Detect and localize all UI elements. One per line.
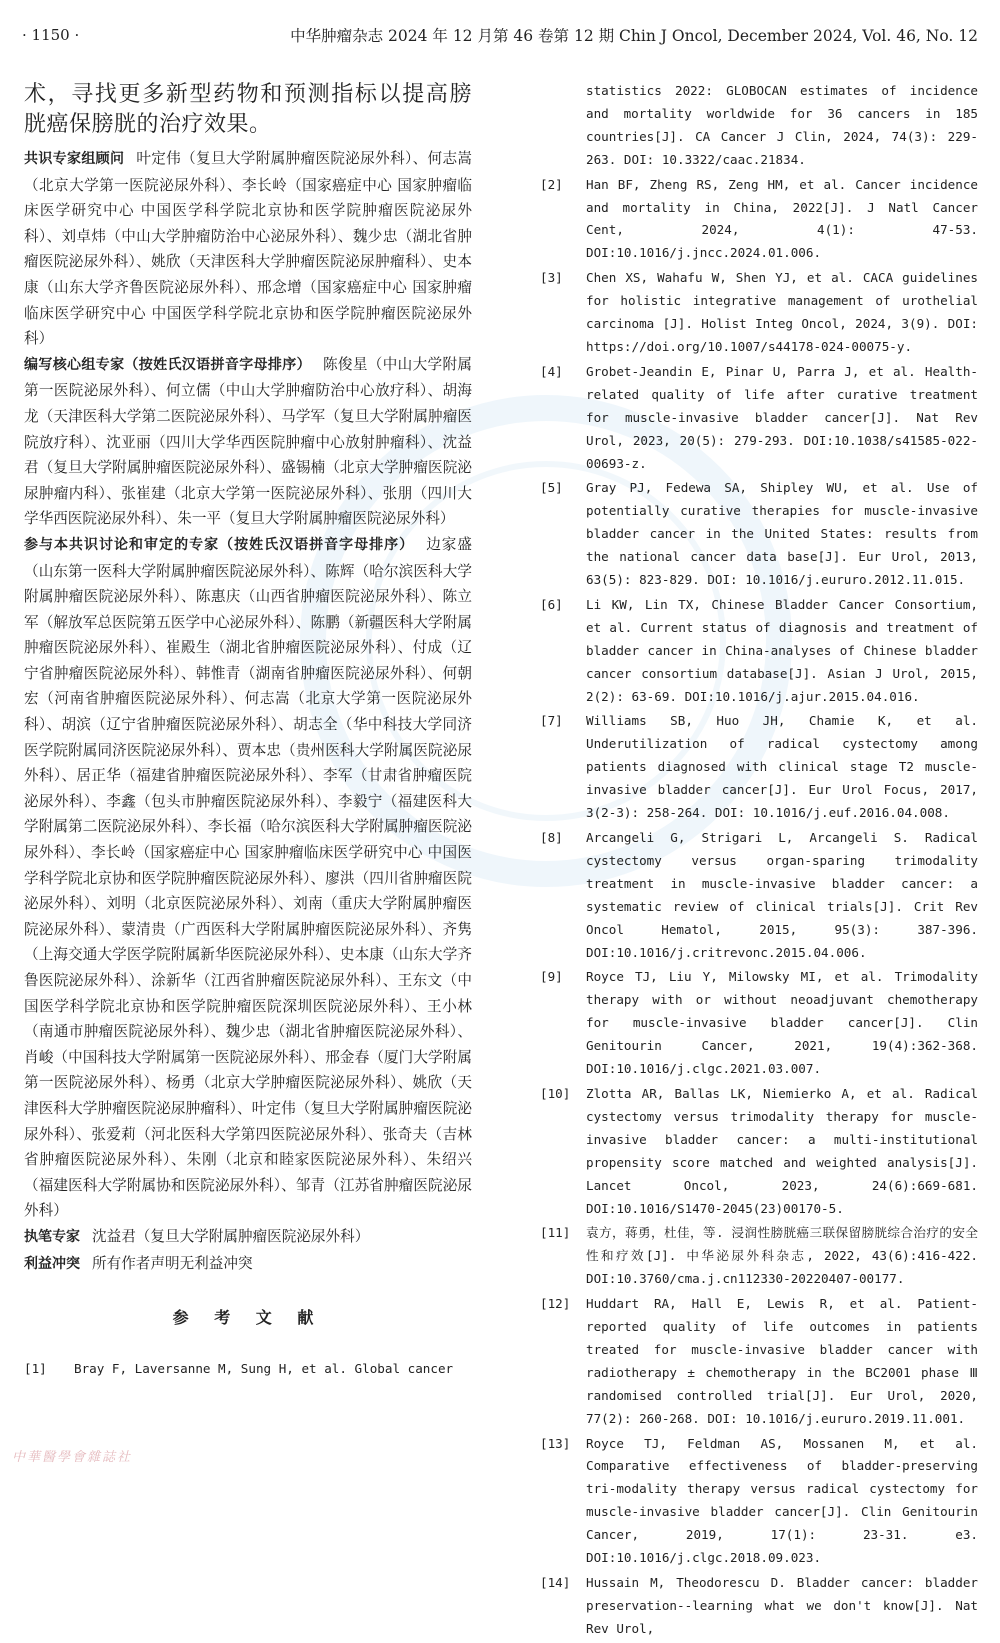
references-heading: 参 考 文 献: [172, 1308, 324, 1328]
reference-number: [10]: [540, 1085, 571, 1101]
reference-item: [540, 966, 978, 1081]
reference-text: Han BF, Zheng RS, Zeng HM, et al. Cancer incidence and mortality in China, 2022[J]. J Natl Cancer Cent, 2024, 4(1): 47-53. DOI:10.1016/j.jncc.2024.01.006.: [586, 176, 978, 261]
reference-text: Li KW, Lin TX, Chinese Bladder Cancer Consortium, et al. Current status of diagnosis and treatment of bladder cancer in China-analyses of Chinese bladder cancer consortium database[J]. Asian J Urol, 2015, 2(2): 63-69. DOI:10.1016/j.ajur.2015.04.016.: [586, 596, 978, 704]
reference-number: [14]: [540, 1575, 571, 1590]
publisher-footer: 中華醫學會雜誌社: [12, 1450, 133, 1465]
reference-continuation: statistics 2022: GLOBOCAN estimates of incidence and mortality worldwide for 36 cancers in 185 countries[J]. CA Cancer J Clin, 2024, 74(3): 229-263. DOI: 10.3322/caac.21834.: [586, 83, 978, 167]
reference-item: [540, 477, 978, 592]
section-text: 沈益君（复旦大学附属肿瘤医院泌尿外科）: [92, 1227, 370, 1245]
right-column: [540, 80, 978, 1643]
reference-item: [540, 827, 978, 964]
section-text: 所有作者声明无利益冲突: [92, 1254, 253, 1272]
reference-number: [6]: [540, 596, 563, 612]
reference-number: [13]: [540, 1435, 571, 1451]
page-number: · 1150 ·: [22, 26, 80, 44]
reference-text: Grobet-Jeandin E, Pinar U, Parra J, et al. Health-related quality of life after curative treatment for muscle-invasive bladder cancer[J]. Nat Rev Urol, 2023, 20(5): 279-293. DOI:10.1038/s41585-022-00693-z.: [586, 363, 978, 471]
reference-text: Williams SB, Huo JH, Chamie K, et al. Underutilization of radical cystectomy among patients diagnosed with clinical stage T2 muscle-invasive bladder cancer[J]. Eur Urol Focus, 2017, 3(2-3): 258-264. DOI: 10.1016/j.euf.2016.04.008.: [586, 713, 978, 821]
section-label: 共识专家组顾问: [24, 151, 125, 167]
reference-item: [540, 361, 978, 476]
section-label: 编写核心组专家（按姓氏汉语拼音字母排序）: [24, 356, 311, 373]
lead-paragraph: 术，寻找更多新型药物和预测指标以提高膀胱癌保膀胱的治疗效果。: [24, 82, 472, 137]
reference-item: [540, 1222, 978, 1291]
writer-section: [24, 1224, 472, 1251]
reference-number: [12]: [540, 1296, 571, 1312]
reference-item: [24, 1358, 472, 1381]
journal-title: 中华肿瘤杂志 2024 年 12 月第 46 卷第 12 期 Chin J Oncol, December 2024, Vol. 46, No. 12: [290, 27, 978, 45]
reference-text: Chen XS, Wahafu W, Shen YJ, et al. CACA guidelines for holistic integrative management of urothelial carcinoma [J]. Holist Integ Oncol, 2024, 3(9). DOI: https://doi.org/10.1007/s44178-024-00075-y.: [586, 270, 978, 354]
section-text: 叶定伟（复旦大学附属肿瘤医院泌尿外科）、何志嵩（北京大学第一医院泌尿外科）、李长岭（国家癌症中心 国家肿瘤临床医学研究中心 中国医学科学院北京协和医学院肿瘤医院泌尿外科）、刘卓炜（中山大学肿瘤防治中心泌尿外科）、魏少忠（湖北省肿瘤医院泌尿外科）、姚欣（天津医科大学肿瘤医院泌尿肿瘤科）、史本康（山东大学齐鲁医院泌尿外科）、邢念增（国家癌症中心 国家肿瘤临床医学研究中心 中国医学科学院北京协和医学院肿瘤医院泌尿外科）: [24, 150, 473, 348]
reference-item: [540, 1293, 978, 1430]
reference-number: [7]: [540, 713, 563, 729]
left-column: [24, 80, 472, 1381]
section-label: 执笔专家: [24, 1228, 80, 1245]
reference-text: Arcangeli G, Strigari L, Arcangeli S. Radical cystectomy versus organ-sparing trimodality treatment in muscle-invasive bladder cancer: a systematic review of clinical trials[J]. Crit Rev Oncol Hematol, 2015, 95(3): 387-396. DOI:10.1016/j.critrevonc.2015.04.006.: [586, 830, 978, 960]
section-text: 边家盛（山东第一医科大学附属肿瘤医院泌尿外科）、陈辉（哈尔滨医科大学附属肿瘤医院泌尿外科）、陈惠庆（山西省肿瘤医院泌尿外科）、陈立军（解放军总医院第五医学中心泌尿外科）、陈鹏（新疆医科大学附属肿瘤医院泌尿外科）、崔殿生（湖北省肿瘤医院泌尿外科）、付成（辽宁省肿瘤医院泌尿外科）、韩惟青（湖南省肿瘤医院泌尿外科）、何朝宏（河南省肿瘤医院泌尿外科）、何志嵩（北京大学第一医院泌尿外科）、胡滨（辽宁省肿瘤医院泌尿外科）、胡志全（华中科技大学同济医学院附属同济医院泌尿外科）、贾本忠（贵州医科大学附属医院泌尿外科）、居正华（福建省肿瘤医院泌尿外科）、李军（甘肃省肿瘤医院泌尿外科）、李鑫（包头市肿瘤医院泌尿外科）、李毅宁（福建医科大学附属第二医院泌尿外科）、李长福（哈尔滨医科大学附属肿瘤医院泌尿外科）、李长岭（国家癌症中心 国家肿瘤临床医学研究中心 中国医学科学院北京协和医学院肿瘤医院泌尿外科）、廖洪（四川省肿瘤医院泌尿外科）、刘明（北京医院泌尿外科）、刘南（重庆大学附属肿瘤医院泌尿外科）、蒙清贵（广西医科大学附属肿瘤医院泌尿外科）、齐隽（上海交通大学医学院附属新华医院泌尿外科）、史本康（山东大学齐鲁医院泌尿外科）、涂新华（江西省肿瘤医院泌尿外科）、王东文（中国医学科学院北京协和医学院肿瘤医院深圳医院泌尿外科）、王小林（南通市肿瘤医院泌尿外科）、魏少忠（湖北省肿瘤医院泌尿外科）、肖峻（中国科技大学附属第一医院泌尿外科）、邢金春（厦门大学附属第一医院泌尿外科）、杨勇（北京大学肿瘤医院泌尿外科）、姚欣（天津医科大学肿瘤医院泌尿肿瘤科）、叶定伟（复旦大学附属肿瘤医院泌尿外科）、张爱莉（河北医科大学第四医院泌尿外科）、张奇夫（吉林省肿瘤医院泌尿外科）、朱刚（北京和睦家医院泌尿外科）、朱绍兴（福建医科大学附属协和医院泌尿外科）、邹青（江苏省肿瘤医院泌尿外科）: [24, 535, 472, 1220]
advisors-section: [24, 146, 472, 352]
reference-text: Royce TJ, Feldman AS, Mossanen M, et al. Comparative effectiveness of bladder-preserving tri-modality therapy versus radical cystectomy for muscle-invasive bladder cancer[J]. Clin Genitourin Cancer, 2019, 17(1): 23-31. e3. DOI:10.1016/j.clgc.2018.09.023.: [586, 1435, 978, 1566]
section-label: 参与本共识讨论和审定的专家（按姓氏汉语拼音字母排序）: [24, 536, 415, 553]
reference-item: [540, 267, 978, 359]
reference-number: [9]: [540, 969, 563, 985]
reference-item: [540, 1433, 978, 1570]
reference-number: [11]: [540, 1225, 571, 1241]
reference-text: Huddart RA, Hall E, Lewis R, et al. Patient-reported quality of life outcomes in patients treated for muscle-invasive bladder cancer with radiotherapy ± chemotherapy in the BC2001 phase Ⅲ randomised controlled trial[J]. Eur Urol, 2020, 77(2): 260-268. DOI: 10.1016/j.eururo.2019.11.001.: [586, 1296, 978, 1426]
reference-text: Royce TJ, Liu Y, Milowsky MI, et al. Trimodality therapy with or without neoadjuvant chemotherapy for muscle-invasive bladder cancer[J]. Clin Genitourin Cancer, 2021, 19(4):362-368. DOI:10.1016/j.clgc.2021.03.007.: [586, 969, 978, 1077]
section-label: 利益冲突: [24, 1255, 80, 1272]
section-text: 陈俊星（中山大学附属第一医院泌尿外科）、何立儒（中山大学肿瘤防治中心放疗科）、胡海龙（天津医科大学第二医院泌尿外科）、马学军（复旦大学附属肿瘤医院放疗科）、沈亚丽（四川大学华西医院肿瘤中心放射肿瘤科）、沈益君（复旦大学附属肿瘤医院泌尿外科）、盛锡楠（北京大学肿瘤医院泌尿肿瘤内科）、张崔建（北京大学第一医院泌尿外科）、张朋（四川大学华西医院泌尿外科）、朱一平（复旦大学附属肿瘤医院泌尿外科）: [24, 355, 472, 528]
reference-list: [540, 174, 978, 1641]
reference-text: 袁方，蒋勇，杜佳，等. 浸润性膀胱癌三联保留膀胱综合治疗的安全性和疗效[J]. 中华泌尿外科杂志, 2022, 43(6):416-422. DOI:10.3760/cma.j.cn112330-20220407-00177.: [586, 1225, 978, 1287]
reference-text: Hussain M, Theodorescu D. Bladder cancer: bladder preservation--learning what we don't know[J]. Nat Rev Urol,: [586, 1575, 978, 1636]
reference-number: [2]: [540, 176, 563, 192]
core-group-section: [24, 352, 472, 532]
reference-text: Bray F, Laversanne M, Sung H, et al. Global cancer: [74, 1361, 454, 1377]
reference-item: [540, 594, 978, 709]
page-header: [0, 0, 1000, 46]
reference-number: [5]: [540, 480, 563, 496]
reference-number: [4]: [540, 363, 563, 379]
reference-item: [540, 174, 978, 266]
participants-section: [24, 532, 472, 1224]
reference-text: Zlotta AR, Ballas LK, Niemierko A, et al. Radical cystectomy versus trimodality therapy for muscle-invasive bladder cancer: a multi-institutional propensity score matched and weighted analysis[J]. Lancet Oncol, 2023, 24(6):669-681. DOI:10.1016/S1470-2045(23)00170-5.: [586, 1085, 978, 1216]
reference-number: [1]: [24, 1361, 47, 1377]
reference-text: Gray PJ, Fedewa SA, Shipley WU, et al. Use of potentially curative therapies for muscle-invasive bladder cancer in the United States: results from the national cancer data base[J]. Eur Urol, 2013, 63(5): 823-829. DOI: 10.1016/j.eururo.2012.11.015.: [586, 480, 978, 588]
reference-item: [540, 1572, 978, 1641]
reference-item: [540, 1083, 978, 1220]
reference-number: [3]: [540, 270, 563, 286]
reference-item: [540, 710, 978, 825]
conflict-section: [24, 1251, 472, 1278]
reference-number: [8]: [540, 830, 563, 845]
